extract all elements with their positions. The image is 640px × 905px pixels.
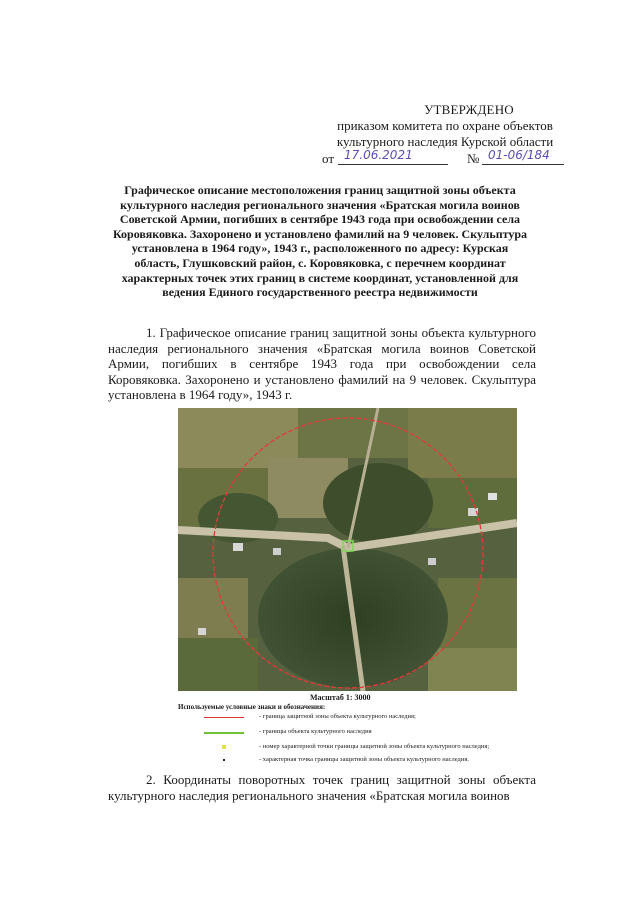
yellow-point-icon	[222, 745, 226, 749]
paragraph-1: 1. Графическое описание границ защитной зоны объекта культурного наследия регионального значения «Братская могила воинов Советской Армии, погибших в сентябре 1943 года при освобождении села Коровяковка. Захоронено и установлено фамилий на 9 человек. Скульптура установлена в 1964 году», 1943 г.	[108, 325, 536, 402]
number-value: 01-06/184	[488, 148, 550, 162]
map-scale: Масштаб 1: 3000	[310, 693, 371, 702]
paragraph-2: 2. Координаты поворотных точек границ защитной зоны объекта культурного наследия регионального значения «Братская могила воинов	[108, 772, 536, 803]
order-date-line	[322, 150, 562, 168]
black-dot-icon	[223, 759, 225, 761]
approval-block	[300, 102, 590, 150]
date-prefix: от	[322, 151, 335, 166]
legend-item	[178, 713, 518, 725]
number-prefix: №	[467, 151, 480, 166]
document-title: Графическое описание местоположения границ защитной зоны объекта культурного наследия регионального значения «Братская могила воинов Советской Армии, погибших в сентябре 1943 года при освобождении села Коровяковка. Захоронено и установлено фамилий на 9 человек. Скульптура установлена в 1964 году», 1943 г., расположенного по адресу: Курская область, Глушковский район, с. Коровяковка, с перечнем координат характерных точек этих границ в системе координат, установленной для ведения Единого государственного реестра недвижимости	[112, 183, 528, 300]
legend-item	[178, 728, 518, 740]
red-line-icon	[204, 717, 244, 718]
legend-text: - граница защитной зоны объекта культурного наследия;	[259, 713, 416, 720]
legend-text: - характерная точка границы защитной зоны объекта культурного наследия.	[259, 756, 469, 763]
approved-heading: УТВЕРЖДЕНО	[424, 102, 514, 117]
approval-line-2: культурного наследия Курской области	[336, 134, 554, 149]
aerial-map	[178, 408, 517, 691]
legend-item	[178, 756, 518, 768]
legend-text: - границы объекта культурного наследия	[259, 728, 372, 735]
legend-text: - номер характерной точки границы защитной зоны объекта культурного наследия;	[259, 743, 490, 750]
date-value: 17.06.2021	[344, 148, 413, 162]
map-image	[178, 408, 517, 691]
legend-item	[178, 743, 518, 755]
green-line-icon	[204, 732, 244, 734]
legend-title: Используемые условные знаки и обозначения:	[178, 703, 326, 711]
approval-line-1: приказом комитета по охране объектов	[337, 118, 553, 133]
